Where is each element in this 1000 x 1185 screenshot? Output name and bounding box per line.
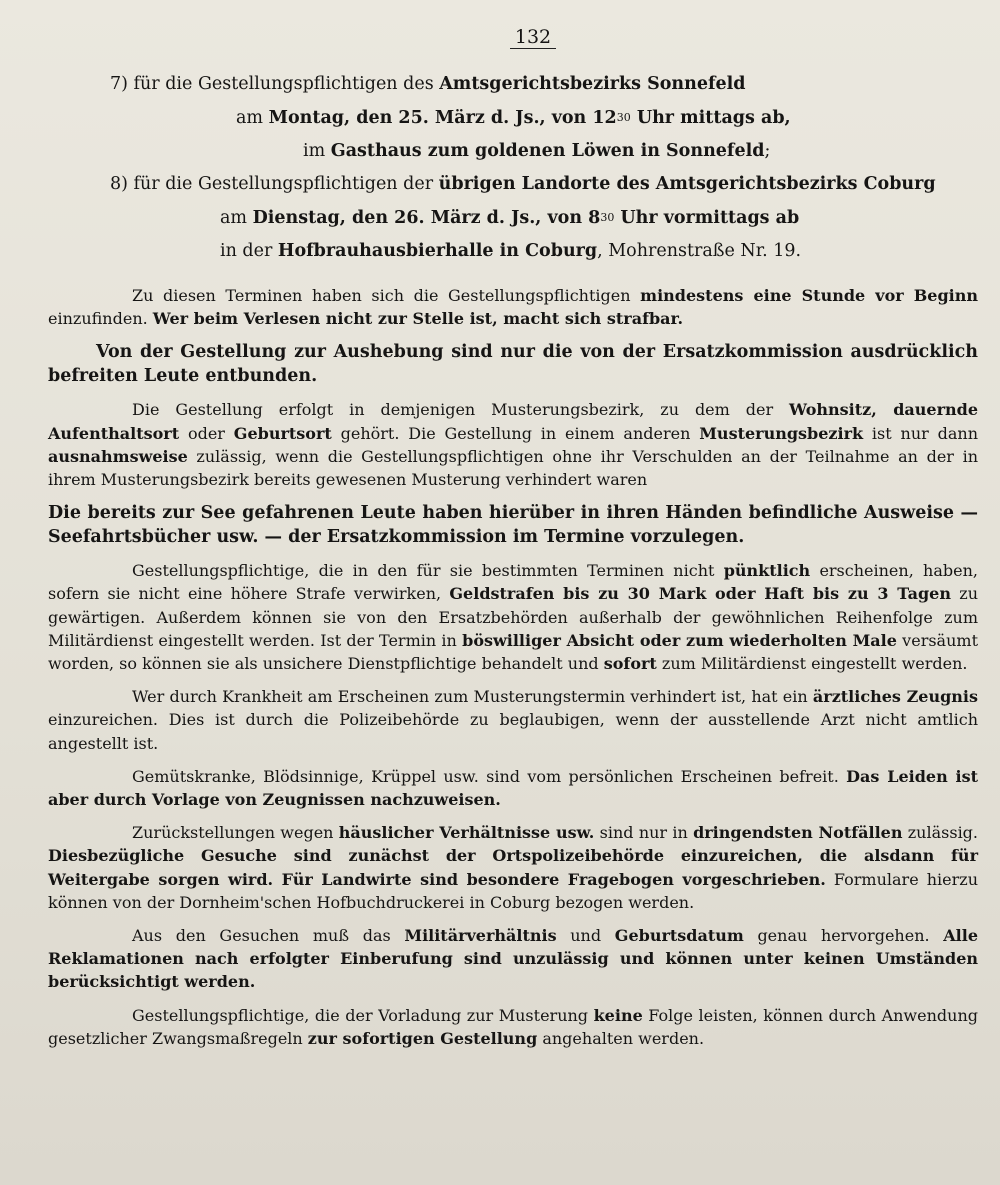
paragraph-enforcement: Gestellungspflichtige, die der Vorladung zur Musterung keine Folge leisten, können durch Anwendung gesetzlicher Zwangsmaßregeln zur sofortigen Gestellung angehalten werden. [48, 1005, 978, 1048]
paragraph-applications: Aus den Gesuchen muß das Militärverhältnis und Geburtsdatum genau hervorgehen. Alle Reklamationen nach erfolgter Einberufung sind unzulässig und können unter keinen Umständen berücksichtigt werden. [48, 926, 978, 992]
paragraph-exemption: Von der Gestellung zur Aushebung sind nur die von der Ersatzkommission ausdrücklich befreiten Leute entbunden. [48, 342, 978, 387]
paragraph-penalties: Gestellungspflichtige, die in den für sie bestimmten Terminen nicht pünktlich erscheinen, haben, sofern sie nicht eine höhere Strafe verwirken, Geldstrafen bis zu 30 Mark oder Haft bis zu 3 Tagen zu gewärtigen. Außerdem können sie von den Ersatzbehörden außerhalb der gewöhnlichen Reihenfolge zum Militärdienst eingestellt werden. Ist der Termin in böswilliger Absicht oder zum wiederholten Male versäumt worden, so können sie als unsichere Dienstpflichtige behandelt und sofort zum Militärdienst eingestellt werden. [48, 561, 978, 674]
paragraph-mental-illness: Gemütskranke, Blödsinnige, Krüppel usw. sind vom persönlichen Erscheinen befreit. Das Leiden ist aber durch Vorlage von Zeugnissen nachzuweisen. [48, 766, 979, 810]
paragraph-illness: Wer durch Krankheit am Erscheinen zum Musterungstermin verhindert ist, hat ein ärztliches Zeugnis einzureichen. Dies ist durch die Polizeibehörde zu beglaubigen, wenn der ausstellende Arzt nicht amtlich angestellt ist. [48, 687, 978, 753]
paragraph-attendance: Zu diesen Terminen haben sich die Gestellungspflichtigen mindestens eine Stunde vor Beginn einzufinden. Wer beim Verlesen nicht zur Stelle ist, macht sich strafbar. [48, 286, 979, 329]
appointment-item-7: 7) für die Gestellungspflichtigen des Amtsgerichtsbezirks Sonnefeld am Montag, den 25. März d. Js., von $12^{30}$ Uhr mittags ab, im Gasthaus zum goldenen Löwen in Sonnefeld; [110, 74, 791, 161]
document-body [48, 284, 978, 1050]
appointment-item-8: 8) für die Gestellungspflichtigen der übrigen Landorte des Amtsgerichtsbezirks Coburg am Dienstag, den 26. März d. Js., von $8^{30}$ Uhr vormittags ab in der Hofbrauhausbierhalle in Coburg, Mohrenstraße Nr. 19. [110, 174, 936, 261]
paragraph-district: Die Gestellung erfolgt in demjenigen Musterungsbezirk, zu dem der Wohnsitz, dauernde Aufenthaltsort oder Geburtsort gehört. Die Gestellung in einem anderen Musterungsbezirk ist nur dann ausnahmsweise zulässig, wenn die Gestellungspflichtigen ohne ihr Verschulden an der Teilnahme an der in ihrem Musterungsbezirk bereits gewesenen Musterung verhindert waren [48, 400, 978, 490]
paragraph-deferrals: Zurückstellungen wegen häuslicher Verhältnisse usw. sind nur in dringendsten Notfällen zulässig. Diesbezügliche Gesuche sind zunächst der Ortspolizeibehörde einzureichen, die alsdann für Weitergabe sorgen wird. Für Landwirte sind besondere Fragebogen vorgeschrieben. Formulare hierzu können von der Dornheim'schen Hofbuchdruckerei in Coburg bezogen werden. [48, 823, 979, 912]
paragraph-seafarers: Die bereits zur See gefahrenen Leute haben hierüber in ihren Händen befindliche Ausweise — Seefahrtsbücher usw. — der Ersatzkommission im Termine vorzulegen. [48, 503, 978, 548]
page-number: 132 [48, 26, 978, 48]
